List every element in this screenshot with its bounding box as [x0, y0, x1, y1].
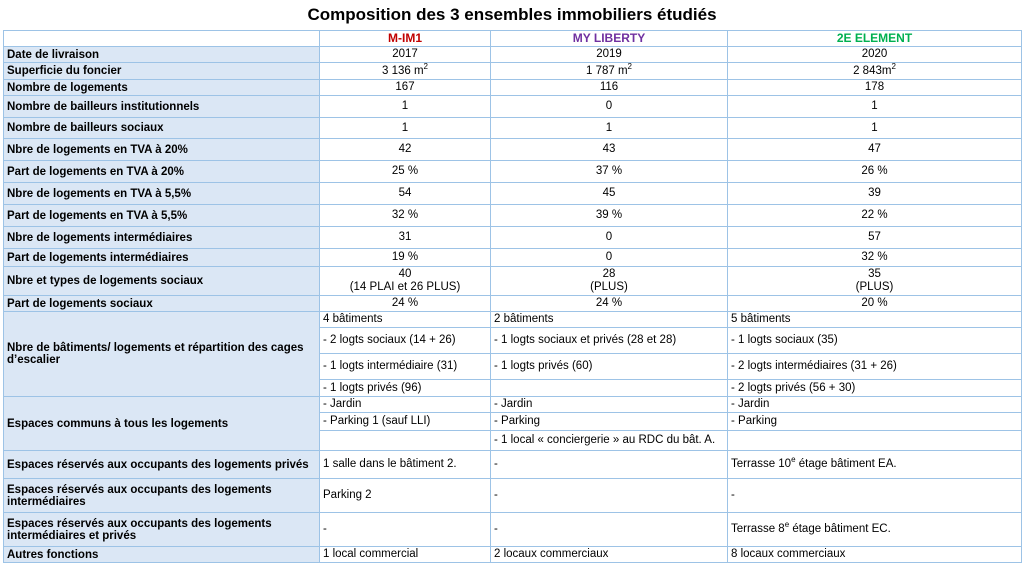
row-label: Espaces communs à tous les logements [4, 397, 320, 451]
table-row [4, 183, 1022, 205]
cell: 8 locaux commerciaux [728, 547, 1022, 563]
cell-value: étage bâtiment EA. [795, 458, 897, 470]
header-2e-element: 2E ELEMENT [728, 31, 1022, 47]
cell: - [491, 513, 728, 547]
cell: - 1 local « conciergerie » au RDC du bât. A. [491, 431, 728, 451]
cell-line: (14 PLAI et 26 PLUS) [349, 281, 461, 293]
row-label: Nombre de logements [4, 80, 320, 96]
cell: 47 [728, 139, 1022, 161]
cell-sup: 2 [423, 62, 428, 71]
cell: - 2 logts sociaux (14 + 26) [320, 328, 491, 354]
cell: - 1 logts sociaux (35) [728, 328, 1022, 354]
cell [491, 63, 728, 80]
cell-value: étage bâtiment EC. [789, 523, 891, 535]
cell: 24 % [491, 296, 728, 312]
row-label: Espaces réservés aux occupants des logements intermédiaires [4, 479, 320, 513]
cell: 2019 [491, 47, 728, 63]
table-row [4, 47, 1022, 63]
cell [491, 380, 728, 397]
row-label: Nbre et types de logements sociaux [4, 267, 320, 296]
table-row [4, 547, 1022, 563]
page-title: Composition des 3 ensembles immobiliers étudiés [307, 5, 717, 24]
cell: 1 salle dans le bâtiment 2. [320, 451, 491, 479]
row-label: Part de logements sociaux [4, 296, 320, 312]
row-label: Nbre de logements intermédiaires [4, 227, 320, 249]
cell: Parking 2 [320, 479, 491, 513]
header-row [4, 31, 1022, 47]
cell [320, 63, 491, 80]
cell: - Parking [491, 413, 728, 431]
table-row [4, 139, 1022, 161]
cell: 43 [491, 139, 728, 161]
cell [728, 513, 1022, 547]
cell: - 2 logts privés (56 + 30) [728, 380, 1022, 397]
cell: 5 bâtiments [728, 312, 1022, 328]
row-label: Espaces réservés aux occupants des logements intermédiaires et privés [4, 513, 320, 547]
row-label: Nombre de bailleurs institutionnels [4, 96, 320, 118]
cell-sup: 2 [627, 62, 632, 71]
cell: 26 % [728, 161, 1022, 183]
cell: 4 bâtiments [320, 312, 491, 328]
cell: 1 local commercial [320, 547, 491, 563]
cell: - [320, 513, 491, 547]
cell: 39 % [491, 205, 728, 227]
table-row [4, 312, 1022, 328]
cell: 1 [728, 118, 1022, 139]
cell: 24 % [320, 296, 491, 312]
cell [728, 63, 1022, 80]
cell: 116 [491, 80, 728, 96]
cell: 0 [491, 227, 728, 249]
cell [728, 431, 1022, 451]
row-label: Nbre de bâtiments/ logements et répartition des cages d’escalier [4, 312, 320, 397]
header-m-im1: M-IM1 [320, 31, 491, 47]
row-label: Nbre de logements en TVA à 5,5% [4, 183, 320, 205]
table-row [4, 205, 1022, 227]
cell: 19 % [320, 249, 491, 267]
cell: - 2 logts intermédiaires (31 + 26) [728, 354, 1022, 380]
cell: 1 [728, 96, 1022, 118]
table-row [4, 513, 1022, 547]
table-row [4, 96, 1022, 118]
cell-value: Terrasse 10 [731, 458, 792, 470]
cell: - [491, 479, 728, 513]
cell: - Jardin [320, 397, 491, 413]
cell: - 1 logts sociaux et privés (28 et 28) [491, 328, 728, 354]
header-my-liberty: MY LIBERTY [491, 31, 728, 47]
cell: 0 [491, 96, 728, 118]
cell: 45 [491, 183, 728, 205]
cell: - 1 logts privés (96) [320, 380, 491, 397]
cell: 1 [320, 96, 491, 118]
table-row [4, 227, 1022, 249]
cell: 54 [320, 183, 491, 205]
cell: - Parking [728, 413, 1022, 431]
cell: 32 % [320, 205, 491, 227]
cell-sup: e [784, 520, 790, 530]
cell: 178 [728, 80, 1022, 96]
cell: 2017 [320, 47, 491, 63]
cell: 39 [728, 183, 1022, 205]
table-row [4, 479, 1022, 513]
cell-line: (PLUS) [855, 281, 894, 293]
row-label: Part de logements en TVA à 5,5% [4, 205, 320, 227]
table-row [4, 296, 1022, 312]
cell: 32 % [728, 249, 1022, 267]
row-label: Nombre de bailleurs sociaux [4, 118, 320, 139]
cell: - Jardin [491, 397, 728, 413]
cell-value: 3 136 m [381, 64, 424, 77]
cell [728, 267, 1022, 296]
table-row [4, 118, 1022, 139]
row-label: Part de logements intermédiaires [4, 249, 320, 267]
cell: 42 [320, 139, 491, 161]
table-row [4, 397, 1022, 413]
cell [320, 431, 491, 451]
composition-table [3, 30, 1022, 563]
cell: - Parking 1 (sauf LLI) [320, 413, 491, 431]
cell: 37 % [491, 161, 728, 183]
cell-value: Terrasse 8 [731, 523, 785, 535]
header-empty [4, 31, 320, 47]
cell-line: 40 [398, 268, 412, 280]
cell-value: 2 843m [853, 64, 892, 77]
row-label: Espaces réservés aux occupants des logements privés [4, 451, 320, 479]
cell-value: 1 787 m [585, 64, 628, 77]
row-label: Nbre de logements en TVA à 20% [4, 139, 320, 161]
cell: 57 [728, 227, 1022, 249]
cell-line: 28 [602, 268, 616, 280]
row-label: Part de logements en TVA à 20% [4, 161, 320, 183]
row-label: Superficie du foncier [4, 63, 320, 80]
cell: 2 locaux commerciaux [491, 547, 728, 563]
table-row [4, 161, 1022, 183]
cell: 22 % [728, 205, 1022, 227]
cell [491, 267, 728, 296]
cell: - [728, 479, 1022, 513]
cell: - [491, 451, 728, 479]
cell-sup: 2 [891, 62, 896, 71]
table-row [4, 80, 1022, 96]
cell: 20 % [728, 296, 1022, 312]
table-row [4, 451, 1022, 479]
row-label: Autres fonctions [4, 547, 320, 563]
cell: 0 [491, 249, 728, 267]
cell-sup: e [791, 455, 796, 465]
cell: 167 [320, 80, 491, 96]
cell: 25 % [320, 161, 491, 183]
cell: - 1 logts intermédiaire (31) [320, 354, 491, 380]
cell: 2020 [728, 47, 1022, 63]
cell: - Jardin [728, 397, 1022, 413]
cell-line: (PLUS) [590, 281, 628, 293]
cell: 1 [491, 118, 728, 139]
cell: 1 [320, 118, 491, 139]
cell: - 1 logts privés (60) [491, 354, 728, 380]
cell: 2 bâtiments [491, 312, 728, 328]
table-row [4, 249, 1022, 267]
table-row [4, 63, 1022, 80]
cell [728, 451, 1022, 479]
table-row [4, 267, 1022, 296]
cell-line: 35 [868, 268, 881, 280]
row-label: Date de livraison [4, 47, 320, 63]
cell: 31 [320, 227, 491, 249]
cell [320, 267, 491, 296]
